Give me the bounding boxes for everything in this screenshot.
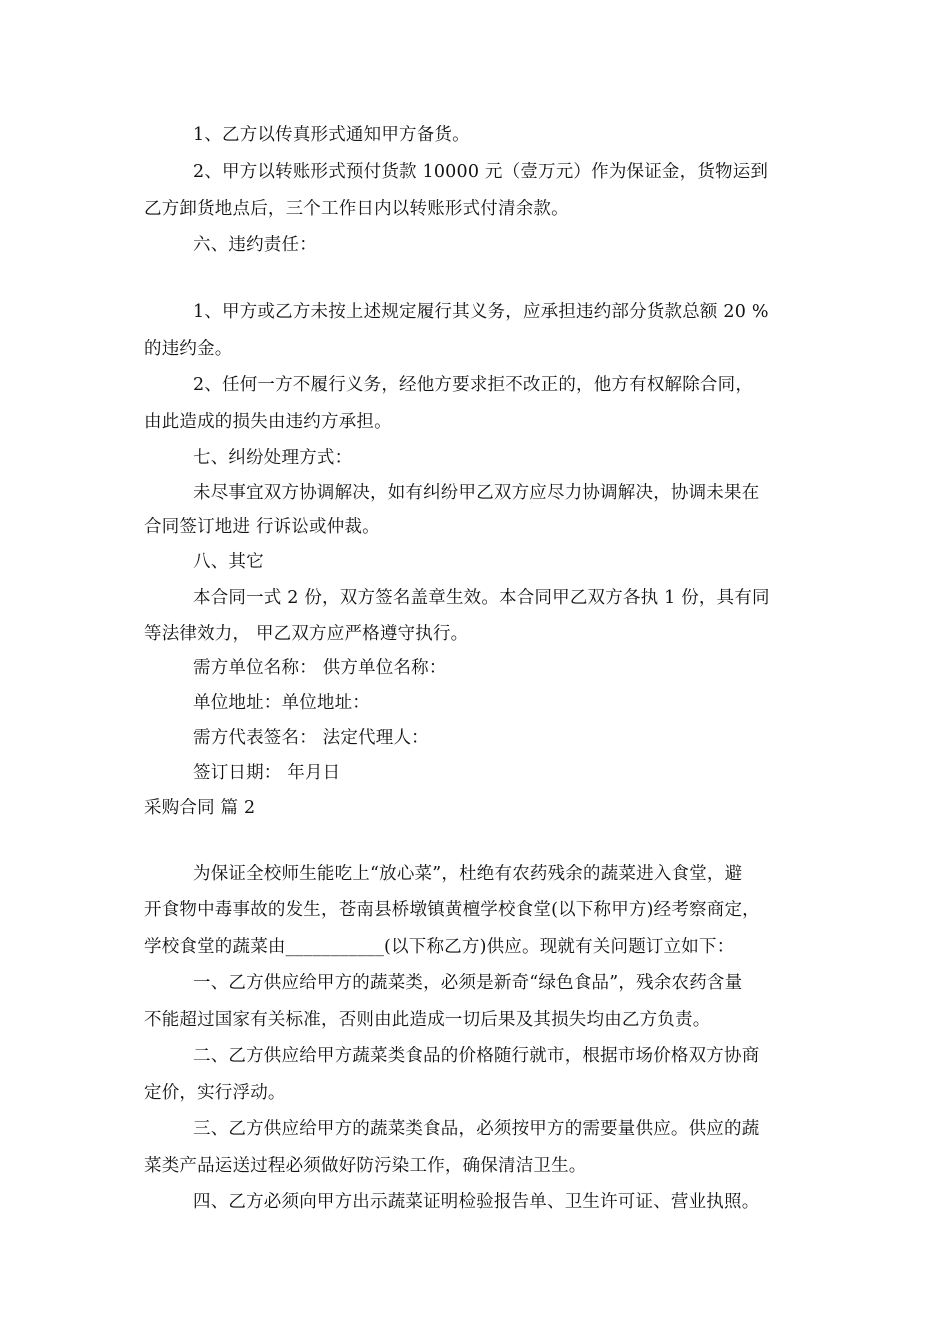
paragraph-line: 三、乙方供应给甲方的蔬菜类食品，必须按甲方的需要量供应。供应的蔬 xyxy=(193,1119,760,1139)
paragraph-line: 不能超过国家有关标准，否则由此造成一切后果及其损失均由乙方负责。 xyxy=(144,1010,711,1030)
paragraph-line: 学校食堂的蔬菜由___________(以下称乙方)供应。现就有关问题订立如下： xyxy=(144,937,735,957)
section-heading: 八、其它 xyxy=(193,552,264,572)
paragraph-line: 开食物中毒事故的发生，苍南县桥墩镇黄檀学校食堂(以下称甲方)经考察商定， xyxy=(144,900,760,920)
paragraph-line: 2、甲方以转账形式预付货款 10000 元（壹万元）作为保证金，货物运到 xyxy=(193,162,769,182)
section-heading: 六、违约责任： xyxy=(193,235,317,255)
paragraph-line: 四、乙方必须向甲方出示蔬菜证明检验报告单、卫生许可证、营业执照。 xyxy=(193,1192,760,1212)
paragraph-line: 未尽事宜双方协调解决，如有纠纷甲乙双方应尽力协调解决，协调未果在 xyxy=(193,483,760,503)
paragraph-line: 本合同一式 2 份，双方签名盖章生效。本合同甲乙双方各执 1 份，具有同 xyxy=(193,588,770,608)
signature-field: 单位地址：单位地址： xyxy=(193,693,370,713)
paragraph-line: 合同签订地进 行诉讼或仲裁。 xyxy=(144,517,380,537)
paragraph-line: 等法律效力， 甲乙双方应严格遵守执行。 xyxy=(144,624,469,644)
section-heading: 七、纠纷处理方式： xyxy=(193,448,353,468)
paragraph-line: 一、乙方供应给甲方的蔬菜类，必须是新奇“绿色食品”，残余农药含量 xyxy=(193,973,743,993)
paragraph-line: 为保证全校师生能吃上“放心菜”，杜绝有农药残余的蔬菜进入食堂，避 xyxy=(193,864,743,884)
paragraph-line: 菜类产品运送过程必须做好防污染工作，确保清洁卫生。 xyxy=(144,1156,587,1176)
paragraph-line: 的违约金。 xyxy=(144,339,233,359)
signature-field: 需方单位名称： 供方单位名称： xyxy=(193,658,447,678)
section-title: 采购合同 篇 2 xyxy=(144,798,256,818)
paragraph-line: 1、甲方或乙方未按上述规定履行其义务，应承担违约部分货款总额 20 % xyxy=(193,302,769,322)
paragraph-line: 由此造成的损失由违约方承担。 xyxy=(144,412,392,432)
paragraph-line: 2、任何一方不履行义务，经他方要求拒不改正的，他方有权解除合同， xyxy=(193,375,754,395)
signature-field: 需方代表签名： 法定代理人： xyxy=(193,728,429,748)
paragraph-line: 定价，实行浮动。 xyxy=(144,1083,286,1103)
paragraph-line: 1、乙方以传真形式通知甲方备货。 xyxy=(193,125,470,145)
paragraph-line: 乙方卸货地点后，三个工作日内以转账形式付清余款。 xyxy=(144,199,569,219)
signature-field: 签订日期： 年月日 xyxy=(193,763,341,783)
paragraph-line: 二、乙方供应给甲方蔬菜类食品的价格随行就市，根据市场价格双方协商 xyxy=(193,1046,760,1066)
